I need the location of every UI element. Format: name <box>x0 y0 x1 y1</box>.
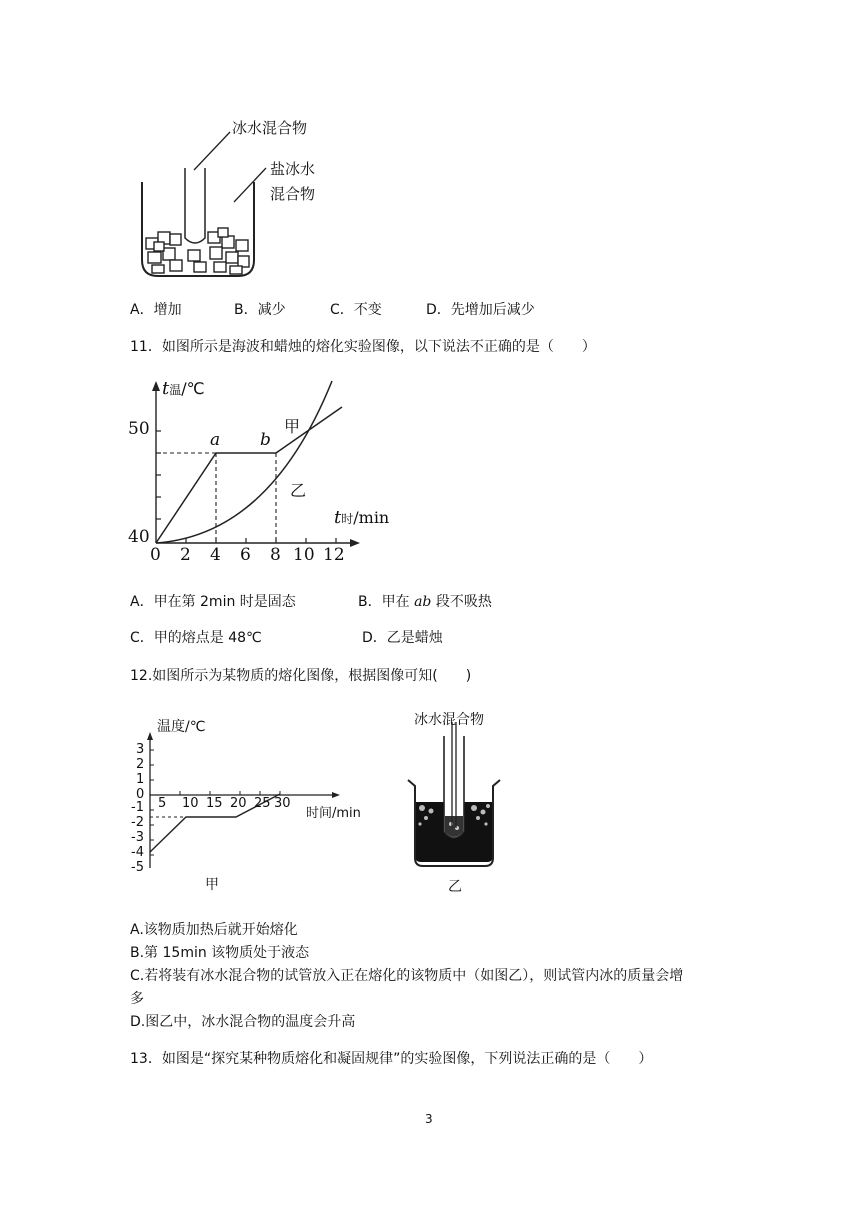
q12-y-tick-m5: -5 <box>131 860 144 875</box>
q11-graph <box>120 375 370 560</box>
q12-y-tick-m4: -4 <box>131 845 144 860</box>
q11-x-axis-title: t时/min <box>334 507 390 528</box>
q12-y-tick-2: 2 <box>136 757 145 772</box>
q10-option-b: B．减少 <box>234 302 286 318</box>
q12-option-c-cont: 多 <box>130 991 144 1007</box>
q12-x-tick-10: 10 <box>182 796 199 811</box>
q11-curve-jia <box>156 407 342 543</box>
q12-graph-caption: 甲 <box>205 877 219 893</box>
q12-y-tick-m1: -1 <box>131 800 144 815</box>
q12-x-tick-30: 30 <box>274 796 291 811</box>
q11-x-tick-0: 0 <box>150 545 161 565</box>
q11-x-tick-8: 8 <box>270 545 281 565</box>
q12-option-b: B.第 15min 该物质处于液态 <box>130 945 310 961</box>
q11-y-axis-title: t温/℃ <box>162 378 205 399</box>
q12-x-tick-20: 20 <box>230 796 247 811</box>
q11-point-a: a <box>210 430 221 450</box>
q11-x-tick-6: 6 <box>240 545 251 565</box>
salt-mixture-label-line1: 盐冰水 <box>270 160 316 178</box>
q11-curve-yi <box>156 381 332 543</box>
q12-beaker-figure <box>404 720 504 870</box>
q12-stem: 12.如图所示为某物质的熔化图像，根据图像可知( ) <box>130 668 472 684</box>
q12-option-c: C.若将装有冰水混合物的试管放入正在熔化的该物质中（如图乙），则试管内冰的质量会增 <box>130 968 684 984</box>
q12-x-tick-5: 5 <box>158 796 167 811</box>
q11-x-tick-10: 10 <box>293 545 315 565</box>
q11-x-arrow <box>350 539 360 547</box>
q12-x-tick-25: 25 <box>254 796 271 811</box>
q11-graph-svg <box>120 375 370 560</box>
q11-option-b: B．甲在 ab 段不吸热 <box>358 594 492 610</box>
q11-stem: 11．如图所示是海波和蜡烛的熔化实验图像，以下说法不正确的是（ ） <box>130 339 596 355</box>
q11-x-tick-2: 2 <box>180 545 191 565</box>
q11-point-b: b <box>260 430 271 450</box>
q12-y-tick-m2: -2 <box>131 815 144 830</box>
page-number: 3 <box>425 1112 433 1126</box>
q12-y-tick-1: 1 <box>136 772 145 787</box>
q11-x-tick-12: 12 <box>323 545 345 565</box>
q12-x-tick-15: 15 <box>206 796 223 811</box>
q12-option-a: A.该物质加热后就开始熔化 <box>130 922 298 938</box>
q11-option-d: D．乙是蜡烛 <box>362 630 443 646</box>
q11-option-c: C．甲的熔点是 48℃ <box>130 630 262 646</box>
q12-beaker-label: 冰水混合物 <box>414 712 484 728</box>
q11-label-yi: 乙 <box>290 481 307 500</box>
q11-y-tick-50: 50 <box>128 419 150 439</box>
q11-label-jia: 甲 <box>284 417 301 436</box>
q12-x-title: 时间/min <box>306 806 361 821</box>
q12-y-title: 温度/℃ <box>157 719 206 735</box>
ice-cubes <box>146 228 249 274</box>
q11-y-arrow <box>152 381 160 391</box>
q12-y-tick-m3: -3 <box>131 830 144 845</box>
salt-mixture-label-line2: 混合物 <box>270 185 316 203</box>
q10-option-a: A．增加 <box>130 302 182 318</box>
q12-y-tick-3: 3 <box>136 742 145 757</box>
q13-stem: 13．如图是“探究某种物质熔化和凝固规律”的实验图像，下列说法正确的是（ ） <box>130 1051 653 1067</box>
q12-option-d: D.图乙中，冰水混合物的温度会升高 <box>130 1014 356 1030</box>
q10-option-d: D．先增加后减少 <box>426 302 535 318</box>
q10-option-c: C．不变 <box>330 302 382 318</box>
mixture-label: 冰水混合物 <box>232 119 308 137</box>
q11-option-a: A．甲在第 2min 时是固态 <box>130 594 296 610</box>
q12-beaker-caption: 乙 <box>448 879 462 895</box>
q11-y-tick-40: 40 <box>128 527 150 547</box>
q11-x-tick-4: 4 <box>210 545 221 565</box>
q12-beaker-svg <box>404 720 504 870</box>
q12-y-tick-0: 0 <box>136 787 145 802</box>
